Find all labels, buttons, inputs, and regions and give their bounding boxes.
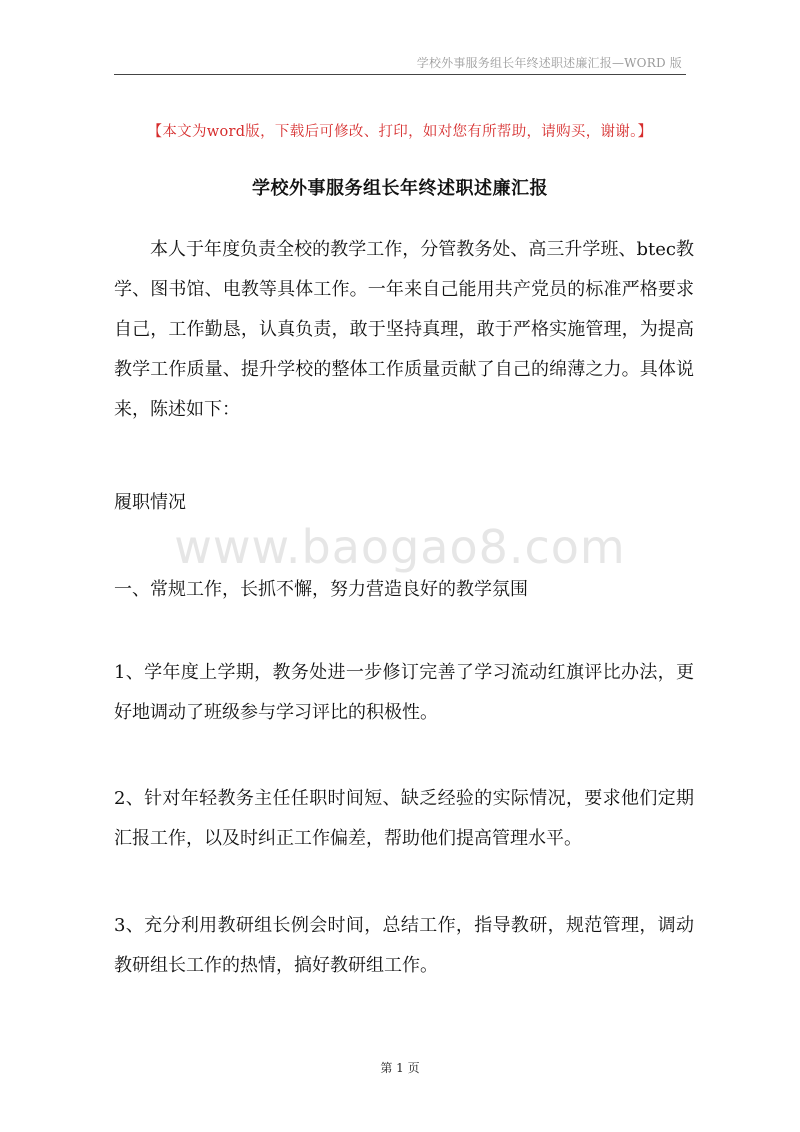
section-heading: 履职情况 — [114, 492, 186, 513]
header-divider — [114, 74, 686, 75]
document-title: 学校外事服务组长年终述职述廉汇报 — [252, 178, 548, 199]
intro-paragraph: 本人于年度负责全校的教学工作，分管教务处、高三升学班、btec教学、图书馆、电教等具体工作。一年来自己能用共产党员的标准严格要求自己，工作勤恳，认真负责，敢于坚持真理，敢于严格实施管理，为提高教学工作质量、提升学校的整体工作质量贡献了自己的绵薄之力。具体说来，陈述如下： — [114, 239, 694, 420]
list-item-2: 2、针对年轻教务主任任职时间短、缺乏经验的实际情况，要求他们定期汇报工作，以及时纠正工作偏差，帮助他们提高管理水平。 — [114, 788, 694, 849]
page-number: 第 1 页 — [380, 1061, 420, 1075]
download-notice: 【本文为word版，下载后可修改、打印，如对您有所帮助，请购买，谢谢。】 — [147, 124, 653, 140]
running-header: 学校外事服务组长年终述职述廉汇报—WORD 版 — [416, 56, 682, 70]
section-one-heading: 一、常规工作，长抓不懈，努力营造良好的教学氛围 — [114, 579, 528, 600]
list-item-1: 1、学年度上学期，教务处进一步修订完善了学习流动红旗评比办法，更好地调动了班级参与学习评比的积极性。 — [114, 662, 694, 723]
watermark: www.baogao8.com — [174, 520, 626, 574]
list-item-3: 3、充分利用教研组长例会时间，总结工作，指导教研，规范管理，调动教研组长工作的热情，搞好教研组工作。 — [114, 915, 694, 976]
